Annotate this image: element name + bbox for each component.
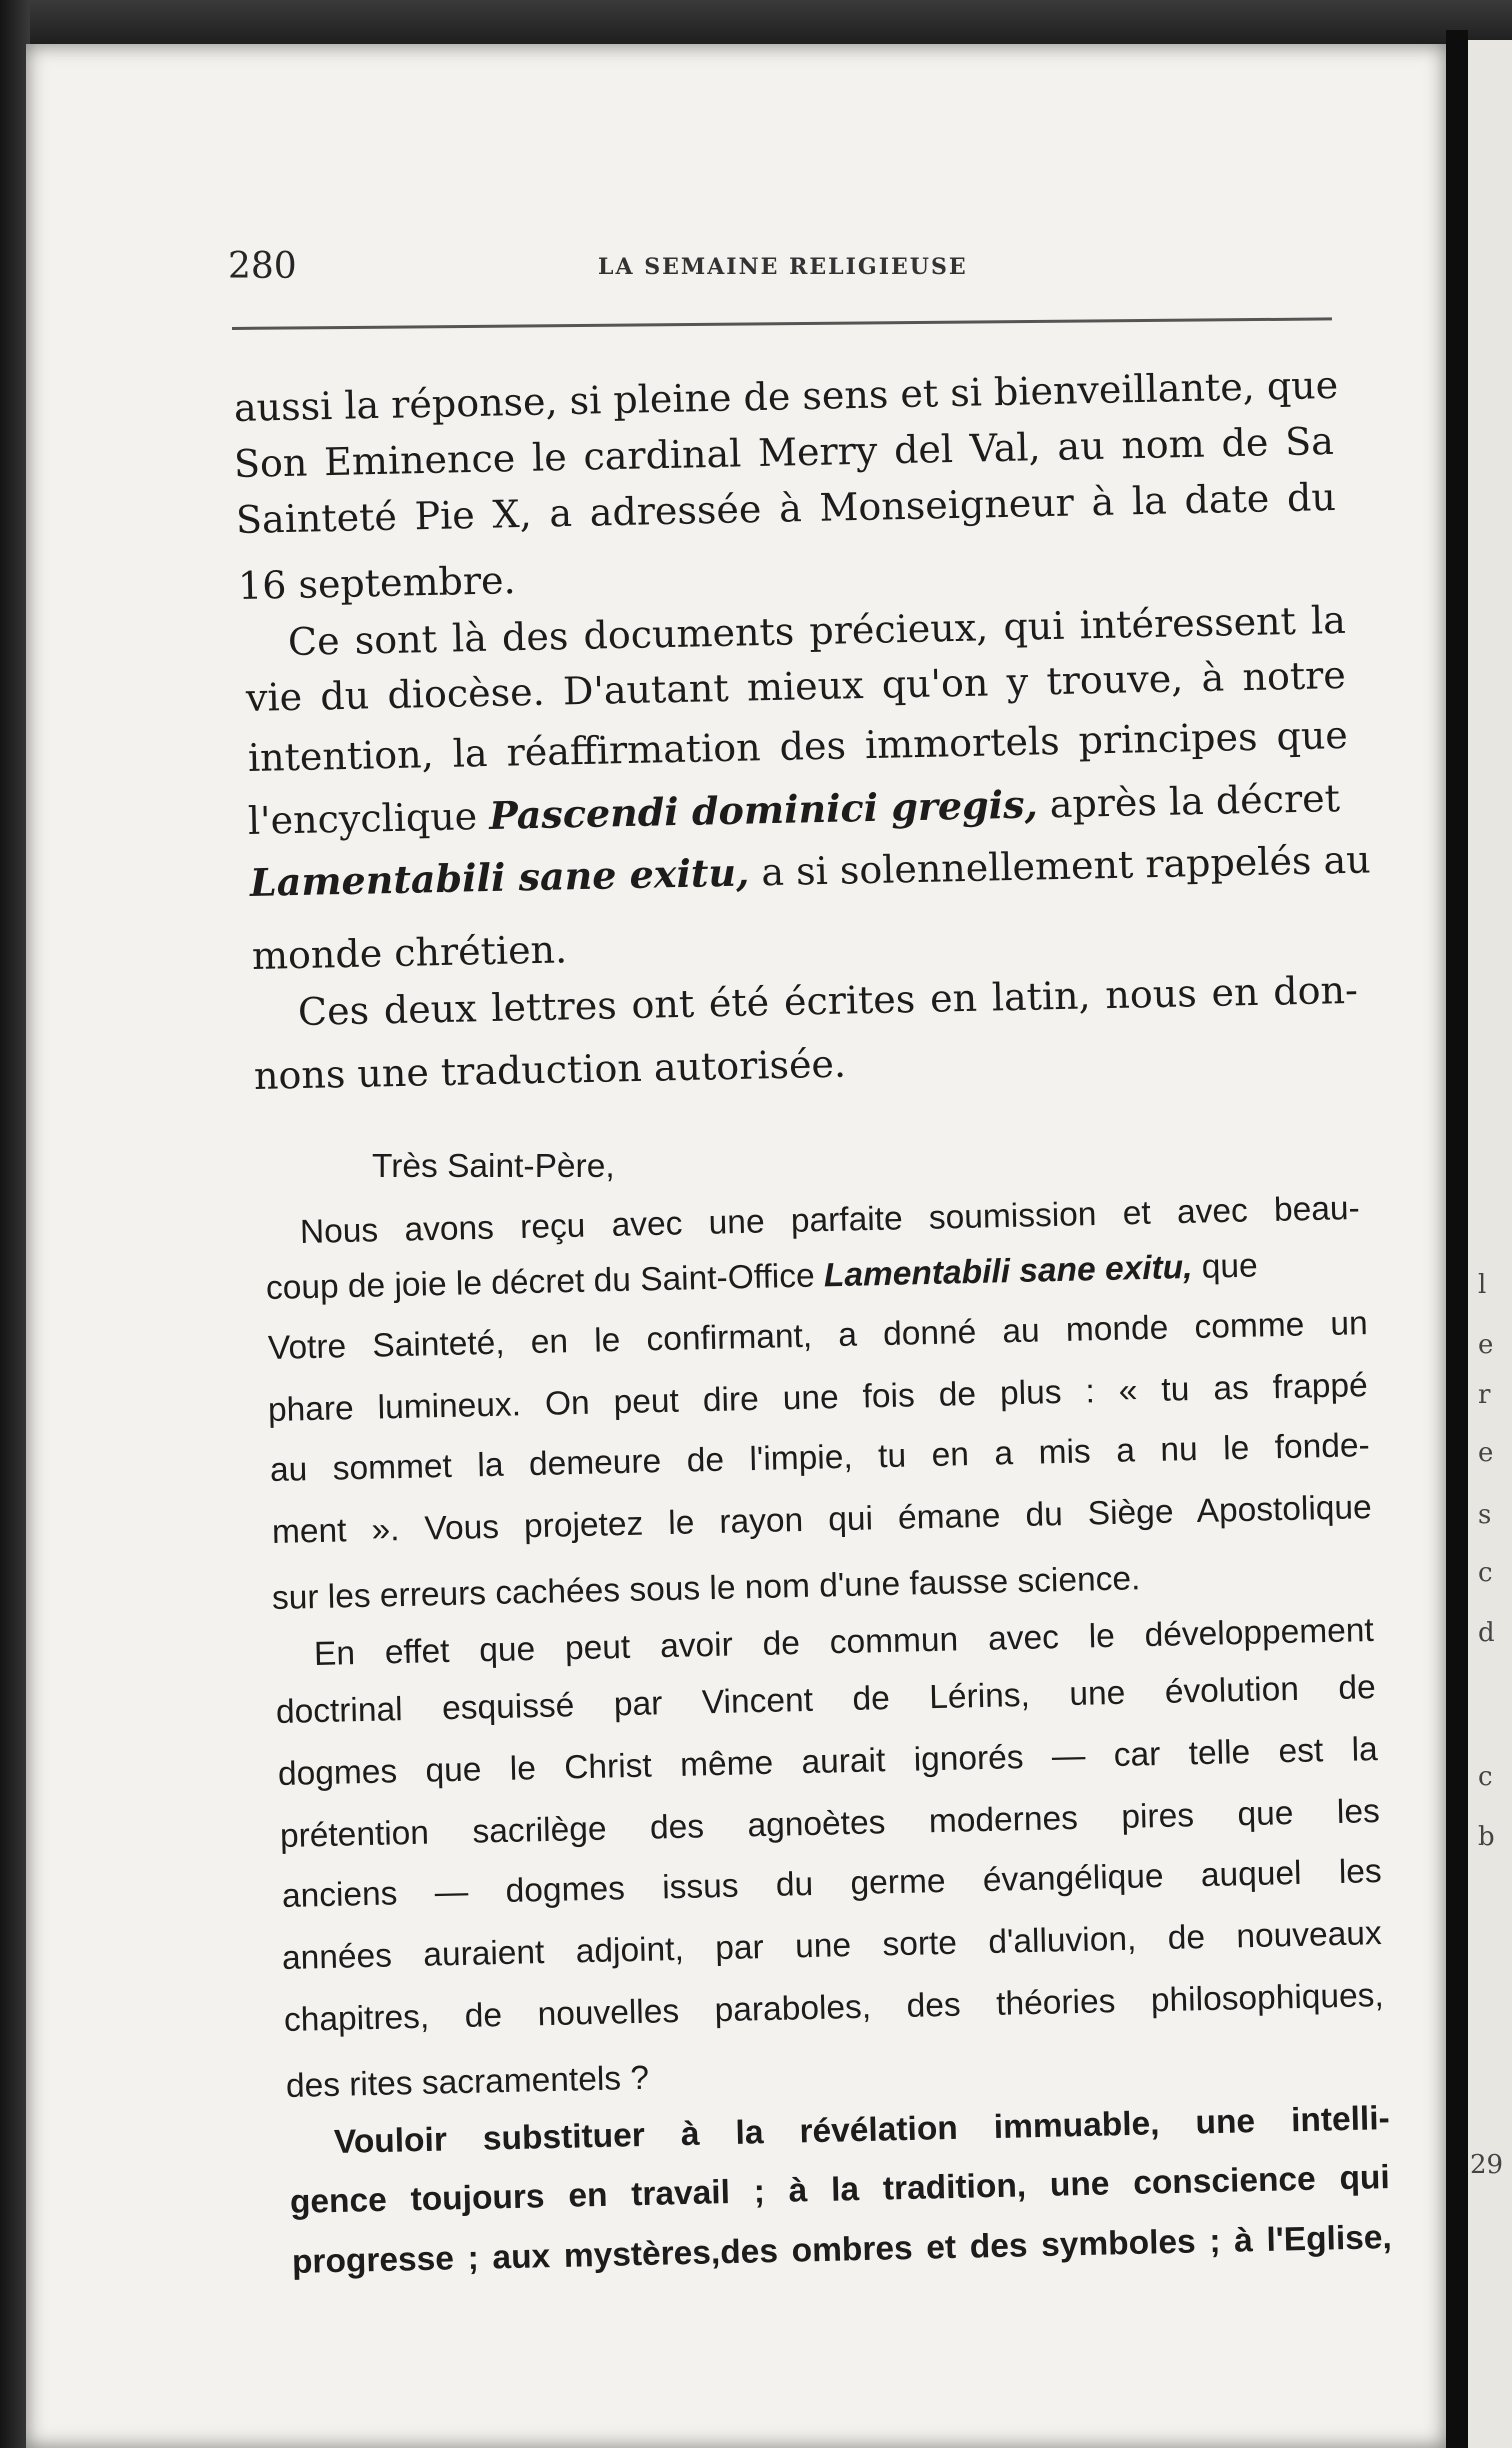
- text-line: aussi la réponse, si pleine de sens et si bienveillante, que: [233, 362, 1339, 430]
- text-line: intention, la réaffirmation des immortels principes que: [247, 712, 1349, 780]
- text-line: [249, 837, 1372, 905]
- text-span: après la décret: [1037, 776, 1341, 827]
- salutation: Très Saint-Père,: [372, 1148, 615, 1185]
- text-line: dogmes que le Christ même aurait ignorés — car telle est la: [277, 1731, 1379, 1793]
- adjacent-fragment: c: [1478, 1762, 1493, 1792]
- adjacent-fragment: d: [1478, 1618, 1495, 1648]
- text-line: sur les erreurs cachées sous le nom d'une fausse science.: [271, 1560, 1141, 1617]
- text-line: Son Eminence le cardinal Merry del Val, au nom de Sa: [233, 418, 1335, 486]
- text-line: années auraient adjoint, par une sorte d'alluvion, de nouveaux: [281, 1915, 1383, 1977]
- adjacent-fragment: l: [1478, 1270, 1487, 1300]
- text-line: Ces deux lettres ont été écrites en latin, nous en don-: [297, 967, 1359, 1034]
- text-line: phare lumineux. On peut dire une fois de plus : « tu as frappé: [267, 1367, 1369, 1429]
- text-line: ment ». Vous projetez le rayon qui émane du Siège Apostolique: [271, 1489, 1373, 1551]
- italic-title: Pascendi dominici gregis,: [488, 781, 1039, 838]
- text-line: Ce sont là des documents précieux, qui intéressent la: [287, 597, 1347, 664]
- text-span: coup de joie le décret du Saint-Office: [265, 1257, 825, 1307]
- page-number: 280: [228, 246, 297, 287]
- italic-title: Lamentabili sane exitu,: [249, 849, 750, 905]
- text-line: au sommet la demeure de l'impie, tu en a mis a nu le fonde-: [269, 1427, 1371, 1489]
- text-line: chapitres, de nouvelles paraboles, des théories philosophiques,: [283, 1977, 1385, 2039]
- text-line: [266, 1245, 1367, 1308]
- text-span: l'encyclique: [247, 793, 490, 843]
- text-line: 16 septembre.: [237, 558, 517, 608]
- adjacent-fragment: e: [1478, 1438, 1494, 1468]
- text-line: monde chrétien.: [251, 927, 568, 978]
- adjacent-fragment: r: [1478, 1380, 1491, 1410]
- text-line: nons une traduction autorisée.: [253, 1041, 847, 1098]
- text-line: des rites sacramentels ?: [285, 2059, 650, 2105]
- text-span: que: [1192, 1247, 1259, 1286]
- text-line: Nous avons reçu avec une parfaite soumission et avec beau-: [299, 1189, 1361, 1251]
- text-line: prétention sacrilège des agnoètes modernes pires que les: [279, 1793, 1381, 1855]
- text-line: doctrinal esquissé par Vincent de Lérins, une évolution de: [275, 1669, 1377, 1731]
- text-line: [248, 775, 1349, 843]
- text-line: vie du diocèse. D'autant mieux qu'on y trouve, à notre: [245, 652, 1347, 720]
- text-line: gence toujours en travail ; à la tradition, une conscience qui: [289, 2159, 1391, 2221]
- text-line: progresse ; aux mystères,des ombres et des symboles ; à l'Eglise,: [291, 2219, 1393, 2281]
- adjacent-fragment: b: [1478, 1822, 1495, 1852]
- text-line: Vouloir substituer à la révélation immuable, une intelli-: [333, 2100, 1391, 2161]
- running-title: LA SEMAINE RELIGIEUSE: [598, 254, 968, 280]
- adjacent-fragment: 29: [1470, 2150, 1504, 2180]
- text-line: Votre Sainteté, en le confirmant, a donné au monde comme un: [267, 1305, 1369, 1367]
- text-line: Sainteté Pie X, a adressée à Monseigneur à la date du: [235, 474, 1337, 542]
- text-line: anciens — dogmes issus du germe évangélique auquel les: [281, 1853, 1383, 1915]
- italic-title: Lamentabili sane exitu,: [823, 1248, 1193, 1295]
- text-line: En effet que peut avoir de commun avec le développement: [313, 1611, 1375, 1673]
- adjacent-fragment: e: [1478, 1330, 1494, 1360]
- adjacent-fragment: s: [1478, 1500, 1492, 1530]
- adjacent-fragment: c: [1478, 1558, 1493, 1588]
- text-span: a si solennellement rappelés au: [748, 837, 1372, 895]
